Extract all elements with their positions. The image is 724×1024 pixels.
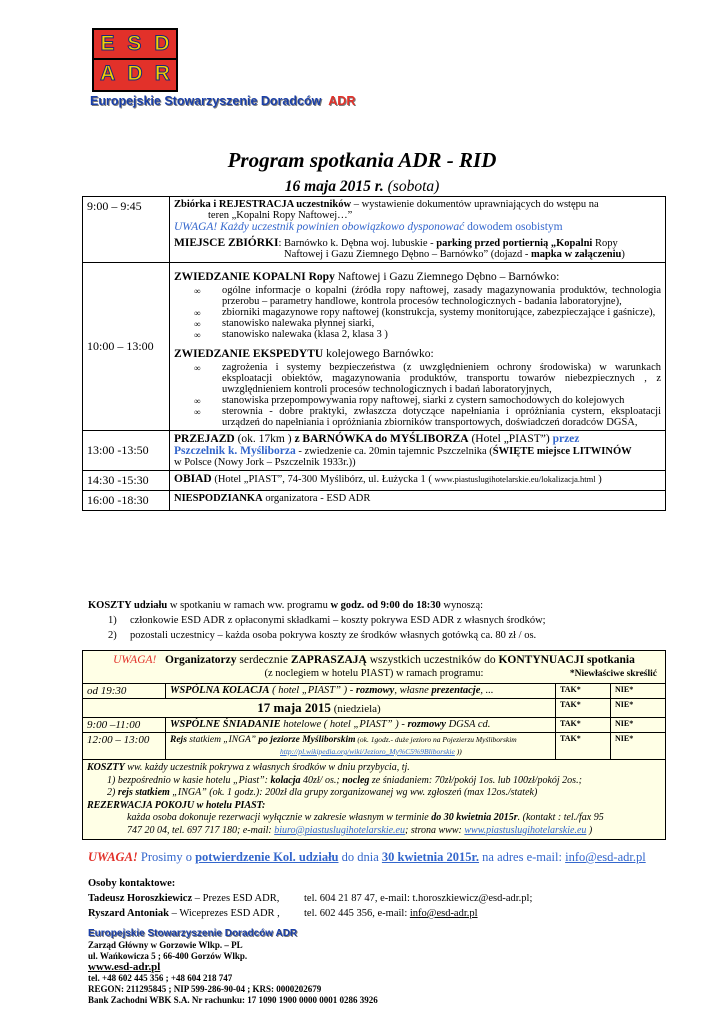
text: hotelowe ( hotel „PIAST” ) - xyxy=(280,719,408,730)
text: przez xyxy=(552,433,580,445)
time-cell: 10:00 – 13:00 xyxy=(83,263,170,431)
list-item: ∞ stanowiska przepompowywania ropy naftowej, siarki z cystern samochodowych do kolejowych xyxy=(174,395,661,406)
time-cell: 14:30 -15:30 xyxy=(83,471,170,491)
text: REGON: 211295845 ; NIP 599-286-90-04 ; KRS: 0000202679 xyxy=(88,984,322,994)
text: Organizatorzy xyxy=(164,654,237,666)
text: pozostali uczestnicy – każda osoba pokrywa koszty ze środków własnych gotówką ca. 80 zł / os. xyxy=(130,630,537,641)
text: ZWIEDZANIE EKSPEDYTU xyxy=(174,348,324,360)
text: OBIAD xyxy=(174,473,212,485)
logo-letter: D xyxy=(127,62,143,85)
date-main: 16 maja 2015 r. xyxy=(284,178,384,195)
org-name-text: Europejskie Stowarzyszenie Doradców xyxy=(90,94,322,108)
list-item: ∞ sterownia - dobre praktyki, zwłaszcza dotyczące napełniania i opróżniania cystern, eksploatacji urządzeń do napełniania i opróżniania zbiorników transportowych, doświadczeń doradców DGSA, xyxy=(174,406,661,428)
contact-row xyxy=(88,891,532,906)
text: teren „Kopalni Ropy Naftowej…” xyxy=(208,210,353,221)
text: do 30 kwietnia 2015r xyxy=(431,812,518,823)
text: REZERWACJA POKOJU w hotelu PIAST: xyxy=(87,799,266,811)
text: kolejowego Barnówko: xyxy=(323,348,434,360)
list-item: ∞ stanowisko nalewaka (klasa 2, klasa 3 ) xyxy=(174,329,661,340)
text: „INGA” (ok. 1 godz.): 200zł dla grupy zorganizowanej wg ww. zgłoszeń (max 12os./statek) xyxy=(169,787,538,798)
text: każda osoba dokonuje rezerwacji wyłącznie w zakresie własnym w terminie xyxy=(127,812,432,823)
tour-list-mine xyxy=(174,285,661,340)
continuation-table xyxy=(83,684,665,760)
list-item: ∞ stanowisko nalewaka płynnej siarki, xyxy=(174,318,661,329)
text: KONTYNUACJI spotkania xyxy=(498,654,635,666)
date-day: (sobota) xyxy=(383,178,440,195)
text: KOSZTY xyxy=(87,762,125,773)
time-cell: od 19:30 xyxy=(83,684,166,699)
text: 2) xyxy=(107,787,118,798)
text: (niedziela) xyxy=(330,703,381,715)
text: (z noclegiem w hotelu PIAST) w ramach programu: xyxy=(264,668,484,679)
text: Tadeusz Horoszkiewicz xyxy=(88,893,193,904)
schedule-table xyxy=(82,196,666,511)
text: - zwiedzenie ca. 20min tajemnic Pszczelnika ( xyxy=(295,446,493,457)
text: )) xyxy=(454,747,462,756)
page-title: Program spotkania ADR - RID xyxy=(227,148,497,172)
text: Naftowej i Gazu Ziemnego Dębno – Barnówko: xyxy=(334,271,560,283)
list-item: ∞ zbiorniki magazynowe ropy naftowej (konstrukcja, systemy monitorujące, zabezpieczające i gaśnicze), xyxy=(174,307,661,318)
text: parking przed portiernią „Kopalni xyxy=(436,238,593,249)
warning-text: UWAGA! Każdy uczestnik powinien obowiązkowo dysponować xyxy=(174,221,465,233)
text: rozmowy xyxy=(407,719,446,730)
text: Zbiórka i REJESTRACJA uczestników xyxy=(174,199,352,210)
yes-option[interactable]: TAK* xyxy=(556,718,611,733)
text: UWAGA! xyxy=(113,654,157,666)
event-date xyxy=(0,178,724,196)
text: ZWIEDZANIE KOPALNI Ropy xyxy=(174,271,335,283)
hotel-url[interactable]: www.piastuslugihotelarskie.eu/lokalizacja.html xyxy=(434,474,596,484)
table-row xyxy=(83,699,665,718)
yes-option[interactable]: TAK* xyxy=(556,684,611,699)
text: Ryszard Antoniak xyxy=(88,908,170,919)
text: kolacja xyxy=(270,774,301,786)
program-cell xyxy=(166,733,556,760)
text: po jeziorze Myśliborskim xyxy=(258,735,356,745)
website-link[interactable]: www.esd-adr.pl xyxy=(88,961,161,973)
text: statkiem „INGA” xyxy=(186,735,259,745)
schedule-row xyxy=(83,431,666,471)
number: 2) xyxy=(108,630,117,641)
lake-url[interactable]: http://pl.wikipedia.org/wiki/Jezioro_My%C5%9Bliborskie xyxy=(280,747,455,756)
list-item: ∞ zagrożenia i systemy bezpieczeństwa (z uwzględnieniem ochrony środowiska) w warunkach eksploatacji obiektów, magazynowania produktów, transportu towarów niebezpiecznych , z uwzględnieniem kontroli procesów technologicznych i badań laboratoryjnych, xyxy=(174,362,661,395)
text: ) xyxy=(586,824,593,836)
text: 747 20 04, tel. 697 717 180; e-mail: xyxy=(127,824,275,836)
text: rozmowy xyxy=(355,685,395,696)
table-row xyxy=(83,733,665,760)
schedule-row xyxy=(83,197,666,263)
confirmation-request xyxy=(88,850,646,865)
contact-row xyxy=(88,906,532,921)
email-link[interactable]: info@esd-adr.pl xyxy=(409,908,478,919)
text: w godz. od 9:00 do 18:30 xyxy=(330,600,441,611)
text: ) xyxy=(595,474,602,485)
text: ; strona www: xyxy=(404,824,465,836)
text: Naftowej i Gazu Ziemnego Dębno – Barnówko” (dojazd - xyxy=(284,249,531,260)
schedule-cell xyxy=(170,263,666,431)
list-item xyxy=(88,628,668,643)
text: Rejs xyxy=(170,735,187,745)
box-footer xyxy=(83,760,665,839)
email-link[interactable]: info@esd-adr.pl xyxy=(565,850,646,864)
text: PRZEJAZD xyxy=(174,433,235,445)
text: ) xyxy=(621,249,625,260)
text: Pszczelnik k. Myśliborza xyxy=(174,445,296,457)
text: na adres e-mail: xyxy=(479,850,566,864)
text: mapka w załączeniu xyxy=(530,249,622,260)
org-adr-text: ADR xyxy=(328,94,356,108)
schedule-cell xyxy=(170,491,666,511)
yes-option[interactable]: TAK* xyxy=(556,733,611,760)
text: Zarząd Główny w Gorzowie Wlkp. – PL xyxy=(88,940,243,950)
text: z BARNÓWKA do MYŚLIBORZA xyxy=(294,433,469,445)
no-option[interactable]: NIE* xyxy=(611,718,666,733)
text: tel. 604 21 87 47, e-mail: t.horoszkiewicz@esd-adr.pl; xyxy=(304,893,533,904)
text: prezentacje xyxy=(431,685,481,696)
text: ( hotel „PIAST” ) - xyxy=(269,685,356,696)
list-item: ∞ ogólne informacje o kopalni (źródła ropy naftowej, zasady magazynowania produktów, technologia przerobu – parametry handlowe, kontrola procesów technologicznych - badania laboratoryjne), xyxy=(174,285,661,307)
text: – Wiceprezes ESD ADR , xyxy=(169,908,280,919)
text: ww. każdy uczestnik pokrywa z własnych środków w dniu przybycia, tj. xyxy=(124,762,410,773)
yes-option[interactable]: TAK* xyxy=(556,699,611,718)
time-cell: 16:00 -18:30 xyxy=(83,491,170,511)
text: do dnia xyxy=(338,850,382,864)
time-cell: 12:00 – 13:00 xyxy=(83,733,166,760)
number: 1) xyxy=(108,615,117,626)
text: ze śniadaniem: 70zł/pokój 1os. lub 100zł/pokój 2os.; xyxy=(369,774,582,786)
text: Osoby kontaktowe: xyxy=(88,878,176,889)
text: Bank Zachodni WBK S.A. Nr rachunku: 17 1090 1900 0000 0001 0286 3926 xyxy=(88,995,378,1005)
time-cell: 9:00 – 9:45 xyxy=(83,197,170,263)
text: *Niewłaściwe skreślić xyxy=(569,669,657,679)
text: (ok. 1godz.- duże jezioro na Pojezierzu Myśliborskim xyxy=(355,735,517,744)
text: 17 maja 2015 xyxy=(257,700,331,715)
schedule-row xyxy=(83,491,666,511)
text: ZAPRASZAJĄ xyxy=(290,654,367,666)
text: UWAGA! xyxy=(88,850,138,864)
table-row xyxy=(83,718,665,733)
schedule-cell xyxy=(170,431,666,471)
warning-text: dowodem osobistym xyxy=(464,221,563,233)
text: (Hotel „PIAST”) xyxy=(468,433,553,445)
text: tel. +48 602 445 356 ; +48 604 218 747 xyxy=(88,973,233,983)
contacts-section xyxy=(88,876,532,921)
text: DGSA cd. xyxy=(445,719,491,730)
text: ul. Wańkowicza 5 ; 66-400 Gorzów Wlkp. xyxy=(88,951,248,961)
text: rejs statkiem xyxy=(117,787,170,798)
schedule-row xyxy=(83,471,666,491)
text: – Prezes ESD ADR, xyxy=(192,893,280,904)
box-header xyxy=(83,651,665,684)
text: w spotkaniu w ramach ww. programu xyxy=(167,600,331,611)
text: w Polsce (Nowy Jork – Pszczelnik 1933r.)) xyxy=(174,457,356,468)
list-item xyxy=(88,613,668,628)
text: NIESPODZIANKA xyxy=(174,493,263,504)
tour-list-expedition xyxy=(174,362,661,428)
footer-address xyxy=(88,940,378,1006)
logo-letter: D xyxy=(154,32,170,55)
time-cell: 9:00 –11:00 xyxy=(83,718,166,733)
text: organizatora - ESD ADR xyxy=(262,493,371,504)
text: 30 kwietnia 2015r. xyxy=(381,850,480,864)
text: Prosimy o xyxy=(137,850,196,864)
text: tel. 602 445 356, e-mail: xyxy=(304,908,410,919)
text: : Barnówko k. Dębna woj. lubuskie - xyxy=(278,238,437,249)
time-cell: 13:00 -13:50 xyxy=(83,431,170,471)
text: WSPÓLNE ŚNIADANIE xyxy=(170,719,281,730)
text: wynoszą: xyxy=(440,600,484,611)
costs-section xyxy=(88,598,668,643)
text: 40zł/ os.; xyxy=(300,774,343,786)
text: WSPÓLNA KOLACJA xyxy=(170,685,270,696)
schedule-cell xyxy=(170,197,666,263)
text: (Hotel „PIAST”, 74-300 Myślibórz, ul. Łużycka 1 ( xyxy=(211,474,435,485)
text: . (kontakt : tel./fax 95 xyxy=(517,812,604,823)
organization-name xyxy=(90,94,355,108)
text: członkowie ESD ADR z opłaconymi składkami – koszty pokrywa ESD ADR z własnych środków; xyxy=(130,615,546,626)
logo-letter: S xyxy=(127,32,142,55)
text: , własne xyxy=(394,685,432,696)
text: ŚWIĘTE miejsce LITWINÓW xyxy=(492,446,632,457)
hotel-email-link[interactable]: biuro@piastuslugihotelarskie.eu xyxy=(274,824,405,836)
logo-letter: R xyxy=(154,62,170,85)
no-option[interactable]: NIE* xyxy=(611,699,666,718)
continuation-box xyxy=(82,650,666,840)
text: , ... xyxy=(480,685,494,696)
text: Ropy xyxy=(592,238,618,249)
logo-letter: E xyxy=(100,32,115,55)
table-row xyxy=(83,684,665,699)
footer-org-name: Europejskie Stowarzyszenie Doradców ADR xyxy=(88,928,298,939)
text: (ok. 17km ) xyxy=(234,433,295,445)
text: serdecznie xyxy=(236,654,291,666)
no-option[interactable]: NIE* xyxy=(611,733,666,760)
text: wszystkich uczestników do xyxy=(366,654,499,666)
logo-letter: A xyxy=(100,62,116,85)
text: 1) bezpośrednio w kasie hotelu „Piast”: xyxy=(107,774,271,786)
no-option[interactable]: NIE* xyxy=(611,684,666,699)
text: KOSZTY udziału xyxy=(88,600,168,611)
day-cell xyxy=(83,699,556,718)
hotel-website-link[interactable]: www.piastuslugihotelarskie.eu xyxy=(464,824,587,836)
program-cell xyxy=(166,718,556,733)
schedule-row xyxy=(83,263,666,431)
text: – wystawienie dokumentów uprawniających do wstępu na xyxy=(351,199,599,210)
text: nocleg xyxy=(342,774,370,786)
program-cell xyxy=(166,684,556,699)
text: MIEJSCE ZBIÓRKI xyxy=(174,237,279,249)
text: potwierdzenie Kol. udziału xyxy=(195,850,339,864)
schedule-cell xyxy=(170,471,666,491)
esd-adr-logo xyxy=(92,28,178,92)
